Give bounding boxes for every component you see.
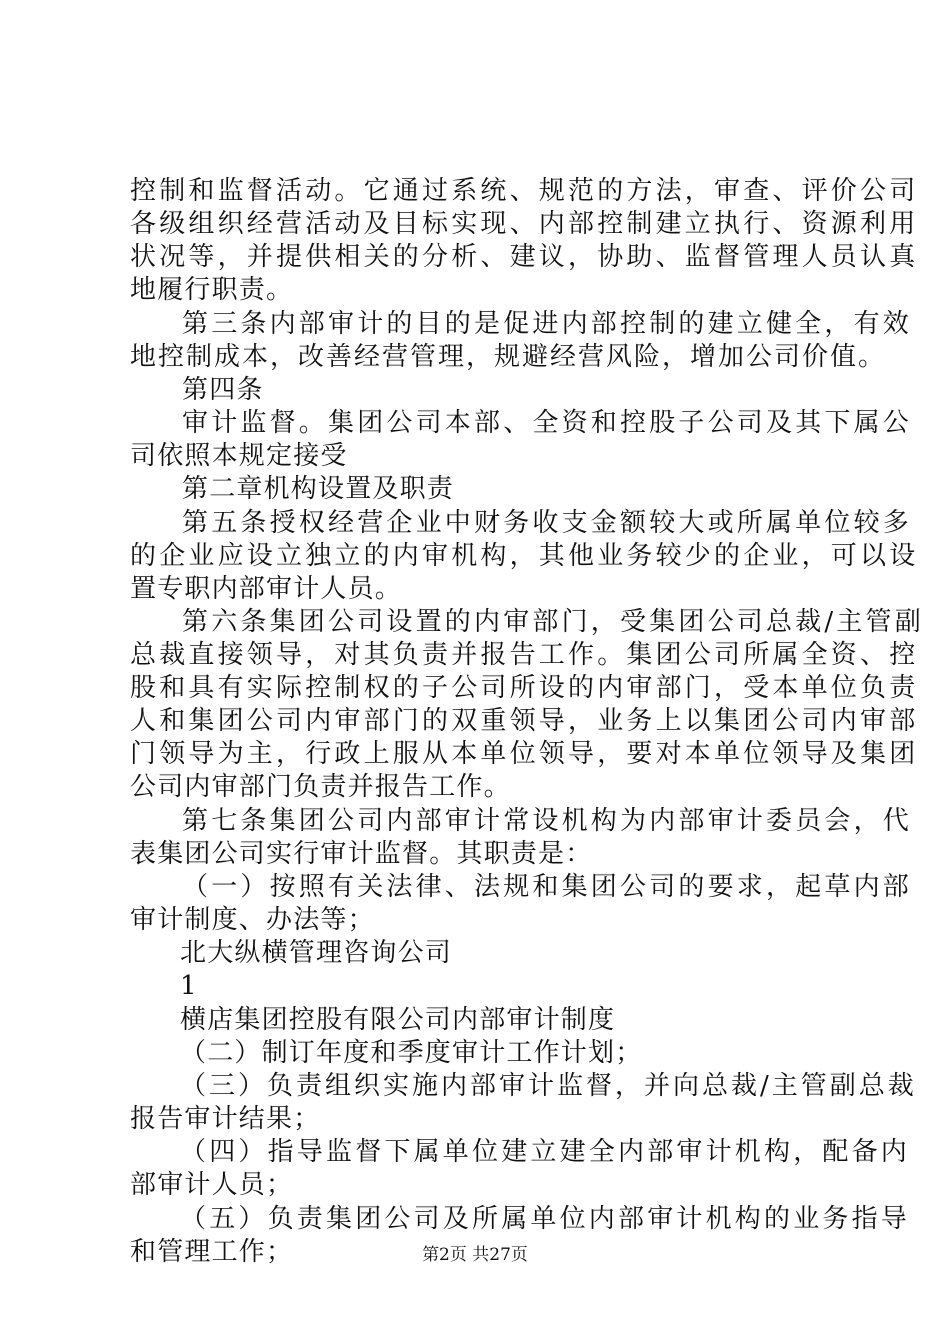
paragraph-line: 置专职内部审计人员。 xyxy=(130,574,403,604)
list-item-line: （四）指导监督下属单位建立建全内部审计机构，配备内 xyxy=(180,1137,911,1167)
paragraph-line: 各级组织经营活动及目标实现、内部控制建立执行、资源利用 xyxy=(130,209,919,239)
paragraph-line: 地履行职责。 xyxy=(130,275,294,305)
paragraph-line: 总裁直接领导，对其负责并报告工作。集团公司所属全资、控 xyxy=(130,640,919,670)
chapter-heading: 第二章机构设置及职责 xyxy=(182,474,455,504)
inline-page-number: 1 xyxy=(180,971,198,1001)
paragraph-line: 的企业应设立独立的内审机构，其他业务较少的企业，可以设 xyxy=(130,541,919,571)
paragraph-line: 股和具有实际控制权的子公司所设的内审部门，受本单位负责 xyxy=(130,673,919,703)
list-item-line: 和管理工作； xyxy=(130,1237,294,1267)
paragraph-line: 第七条集团公司内部审计常设机构为内部审计委员会，代 xyxy=(182,806,913,836)
paragraph-line: 第五条授权经营企业中财务收支金额较大或所属单位较多 xyxy=(182,508,913,538)
paragraph-line: 表集团公司实行审计监督。其职责是： xyxy=(130,839,593,869)
list-item-line: 审计制度、办法等； xyxy=(130,905,375,935)
paragraph-line: 审计监督。集团公司本部、全资和控股子公司及其下属公 xyxy=(182,408,913,438)
list-item-line: （三）负责组织实施内部审计监督，并向总裁/主管副总裁 xyxy=(180,1071,917,1101)
section-heading: 第四条 xyxy=(182,375,264,405)
document-title-line: 横店集团控股有限公司内部审计制度 xyxy=(180,1005,616,1035)
company-name-line: 北大纵横管理咨询公司 xyxy=(180,938,453,968)
paragraph-line: 人和集团公司内审部门的双重领导，业务上以集团公司内审部 xyxy=(130,706,919,736)
list-item-line: 部审计人员； xyxy=(130,1170,294,1200)
page-footer: 第2页 共27页 xyxy=(422,1245,528,1265)
paragraph-line: 公司内审部门负责并报告工作。 xyxy=(130,772,511,802)
paragraph-line: 状况等，并提供相关的分析、建议，协助、监督管理人员认真 xyxy=(130,242,919,272)
list-item-line: （一）按照有关法律、法规和集团公司的要求，起草内部 xyxy=(182,872,913,902)
paragraph-line: 地控制成本，改善经营管理，规避经营风险，增加公司价值。 xyxy=(130,342,887,372)
paragraph-line: 司依照本规定接受 xyxy=(130,441,348,471)
list-item-line: （五）负责集团公司及所属单位内部审计机构的业务指导 xyxy=(180,1204,911,1234)
list-item-line: （二）制订年度和季度审计工作计划； xyxy=(180,1038,643,1068)
paragraph-line: 第三条内部审计的目的是促进内部控制的建立健全，有效 xyxy=(182,309,913,339)
paragraph-line: 第六条集团公司设置的内审部门，受集团公司总裁/主管副 xyxy=(182,607,924,637)
list-item-line: 报告审计结果； xyxy=(130,1104,321,1134)
paragraph-line: 门领导为主，行政上服从本单位领导，要对本单位领导及集团 xyxy=(130,739,919,769)
paragraph-line: 控制和监督活动。它通过系统、规范的方法，审查、评价公司 xyxy=(130,176,919,206)
